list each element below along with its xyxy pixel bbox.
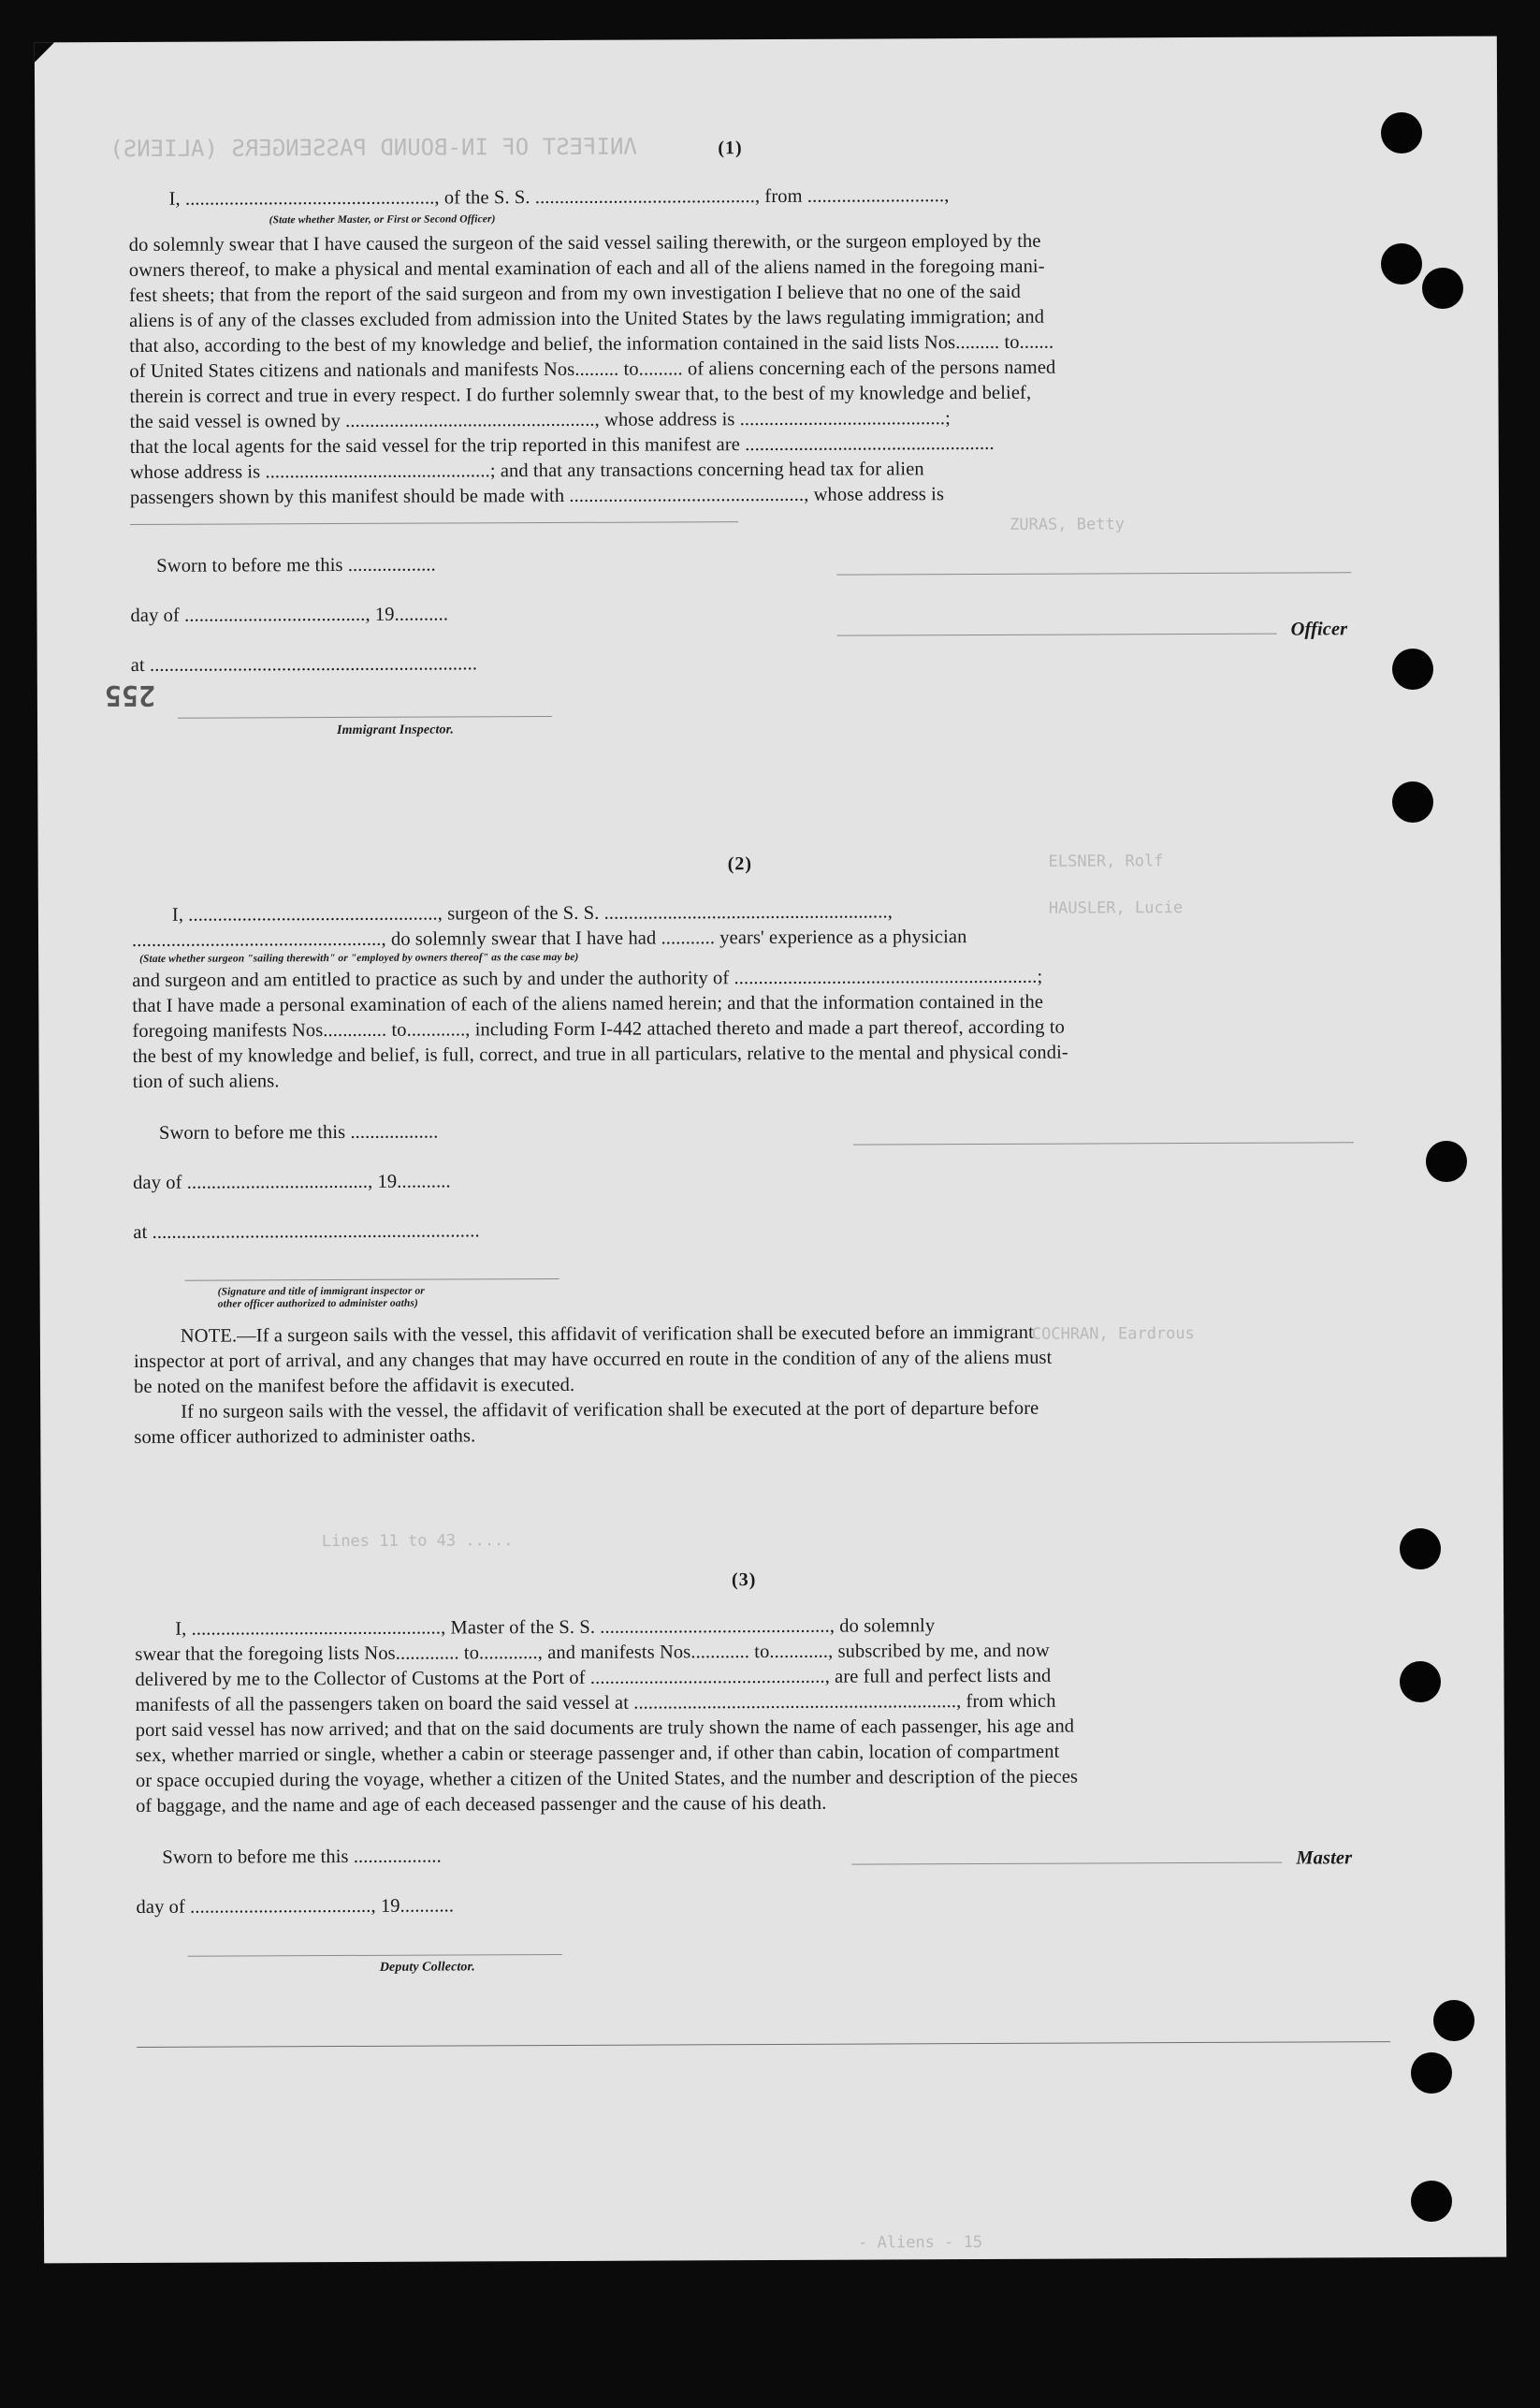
punch-hole (1392, 781, 1433, 823)
note-line: be noted on the manifest before the affidavit is executed. (134, 1374, 575, 1397)
form-line: the best of my knowledge and belief, is full, correct, and true in all particulars, relative to the mental and physical condi- (132, 1042, 1068, 1067)
bleed-through-text: COCHRAN, Eardrous (1031, 1324, 1195, 1344)
signature-line (851, 1862, 1282, 1865)
place-line: at ................................................................... (130, 653, 478, 676)
form-line: delivered by me to the Collector of Customs at the Port of ................................................, are full and perfect lists and (135, 1665, 1052, 1690)
note-line: some officer authorized to administer oaths. (134, 1425, 476, 1448)
note-line: NOTE.—If a surgeon sails with the vessel, this affidavit of verification shall be executed before an immigrant (180, 1321, 1034, 1347)
date-line: day of ....................................., 19........... (136, 1895, 455, 1918)
field-caption: (State whether Master, or First or Second Officer) (269, 213, 496, 226)
field-caption: (State whether surgeon "sailing therewith" or "employed by owners thereof" as the case may be) (139, 951, 579, 965)
punch-hole (1411, 2181, 1452, 2222)
place-line: at ................................................................... (133, 1220, 480, 1243)
note-line: inspector at port of arrival, and any changes that may have occurred en route in the condition of any of the aliens must (133, 1347, 1053, 1372)
form-line: I, ..................................................., surgeon of the S. S. .........................................................., (171, 901, 893, 926)
signature-caption: Master (1296, 1847, 1353, 1869)
bleed-through-text: Lines 11 to 43 ..... (321, 1531, 514, 1552)
bleed-through-text: - Aliens - 15 (858, 2233, 983, 2253)
punch-hole (1426, 1141, 1467, 1182)
signature-caption: Immigrant Inspector. (337, 722, 454, 738)
sworn-line: Sworn to before me this .................. (158, 1121, 439, 1144)
punch-hole (1392, 649, 1433, 690)
signature-caption: Officer (1290, 619, 1348, 640)
form-line: therein is correct and true in every respect. I do further solemnly swear that, to the best of my knowledge and belief, (129, 382, 1032, 407)
section-number: (2) (727, 854, 753, 875)
form-line: ..................................................., do solemnly swear that I have had ........... years' experience as a physician (131, 927, 967, 951)
signature-caption: other officer authorized to administer oaths) (217, 1297, 418, 1310)
form-line: aliens is of any of the classes excluded from admission into the United States by the laws regulating immigration; and (129, 306, 1045, 331)
form-line: the said vessel is owned by ..................................................., whose address is ..........................................; (129, 408, 951, 432)
punch-hole (1400, 1661, 1441, 1702)
form-line: that also, according to the best of my knowledge and belief, the information contained in the said lists Nos......... to....... (129, 331, 1054, 357)
form-line: of baggage, and the name and age of each deceased passenger and the cause of his death. (136, 1792, 827, 1817)
punch-hole (1400, 1528, 1441, 1569)
form-line: that I have made a personal examination of each of the aliens named herein; and that the information contained in the (132, 991, 1044, 1016)
divider (130, 521, 738, 525)
form-line: port said vessel has now arrived; and that on the said documents are truly shown the name of each passenger, his age and (135, 1715, 1075, 1741)
form-line: fest sheets; that from the report of the said surgeon and from my own investigation I believe that no one of the said (128, 281, 1022, 306)
form-line: manifests of all the passengers taken on board the said vessel at .................................................................., from which (135, 1690, 1056, 1715)
note-line: If no surgeon sails with the vessel, the affidavit of verification shall be executed at the port of departure before (181, 1397, 1039, 1423)
punch-hole (1433, 2000, 1475, 2041)
signature-line (836, 572, 1351, 575)
punch-hole (1422, 268, 1463, 309)
bleed-through-text: ΛNIFEST OF IN-BOUND PASSENGERS (ALIENS) (109, 133, 637, 163)
document-page (35, 36, 1506, 2264)
form-line: I, ..................................................., of the S. S. ............................................., from ............................, (168, 185, 950, 210)
form-line: of United States citizens and nationals and manifests Nos......... to......... of aliens concerning each of the persons named (129, 357, 1056, 382)
form-line: I, ..................................................., Master of the S. S. ..............................................., do solemnly (175, 1615, 936, 1640)
form-line: foregoing manifests Nos............. to............, including Form I-442 attached thereto and made a part thereof, according to (132, 1016, 1066, 1042)
form-line: passengers shown by this manifest should be made with ................................................, whose address is (129, 484, 945, 508)
signature-line (178, 716, 552, 719)
form-line: that the local agents for the said vessel for the trip reported in this manifest are ................................................... (129, 432, 995, 458)
signature-line (853, 1142, 1354, 1145)
date-line: day of ....................................., 19........... (133, 1171, 451, 1193)
form-line: do solemnly swear that I have caused the surgeon of the said vessel sailing therewith, or the surgeon employed by the (128, 230, 1041, 255)
punch-hole (1411, 2052, 1452, 2094)
handwritten-number: 255 (104, 678, 156, 712)
sworn-line: Sworn to before me this .................. (162, 1846, 442, 1868)
signature-caption: (Signature and title of immigrant inspector or (217, 1285, 425, 1298)
form-line: or space occupied during the voyage, whether a citizen of the United States, and the number and description of the pieces (135, 1766, 1079, 1791)
punch-hole (1381, 243, 1422, 285)
signature-line (188, 1954, 562, 1957)
section-number: (1) (718, 138, 743, 159)
bleed-through-text: ZURAS, Betty (1010, 515, 1125, 534)
signature-line (837, 634, 1277, 636)
bleed-through-text: ELSNER, Rolf (1048, 852, 1164, 871)
bleed-through-text: HAUSLER, Lucie (1048, 898, 1184, 918)
form-line: owners thereof, to make a physical and mental examination of each and all of the aliens named in the foregoing mani- (128, 255, 1045, 281)
section-number: (3) (731, 1569, 757, 1591)
bottom-divider (137, 2041, 1390, 2048)
form-line: whose address is ..............................................; and that any transactions concerning head tax for alien (129, 459, 924, 483)
signature-line (185, 1278, 559, 1281)
date-line: day of ....................................., 19........... (130, 604, 449, 626)
sworn-line: Sworn to before me this .................. (156, 554, 436, 576)
signature-caption: Deputy Collector. (379, 1960, 475, 1975)
form-line: swear that the foregoing lists Nos............. to............, and manifests Nos............ to............, subscribed by me, and now (135, 1640, 1050, 1665)
form-line: and surgeon and am entitled to practice as such by and under the authority of ..............................................................; (132, 966, 1043, 991)
form-line: sex, whether married or single, whether a cabin or steerage passenger and, if other than cabin, location of compartment (135, 1741, 1060, 1766)
form-line: tion of such aliens. (132, 1071, 280, 1092)
punch-hole (1381, 112, 1422, 153)
